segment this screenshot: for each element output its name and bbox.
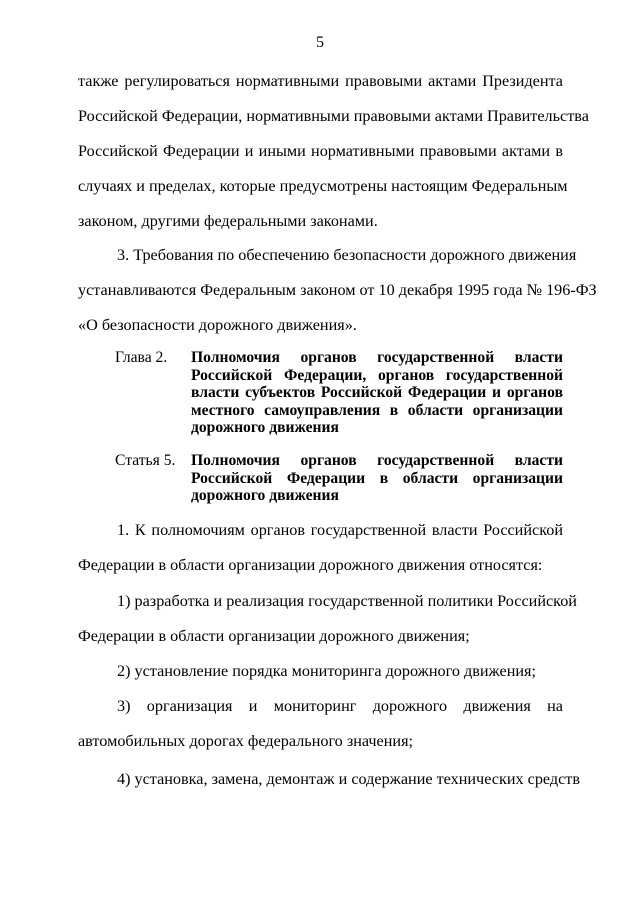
article-title [191,452,563,505]
text-line: Российской Федерации и иными нормативными правовыми актами в [78,141,563,160]
title-line: Полномочия органов государственной власти [191,349,563,366]
list-item-2 [78,654,563,689]
list-item-4 [78,762,581,797]
text-line: автомобильных дорогах федерального значения; [78,731,414,750]
text-line: Федерации в области организации дорожного движения; [78,626,470,645]
chapter-title [191,349,563,437]
title-line: дорожного движения [191,487,339,504]
list-item-3 [78,689,563,759]
title-line: Российской Федерации, органов государственной [191,366,563,384]
text-line: 3. Требования по обеспечению безопасности дорожного движения [117,246,577,264]
title-line: местного самоуправления в области организации [191,401,563,419]
text-line: Российской Федерации, нормативными правовыми актами Правительства [78,106,589,125]
title-line: дорожного движения [191,419,339,436]
paragraph-item-3 [78,238,597,343]
text-line: Федерации в области организации дорожного движения относятся: [78,555,543,574]
text-line: 3) организация и мониторинг дорожного движения на [117,697,563,715]
chapter-label: Глава 2. [115,349,168,366]
article-label: Статья 5. [115,452,176,469]
paragraph-item-1 [78,513,563,583]
text-line: законом, другими федеральными законами. [78,211,378,230]
paragraph-continuation [78,64,589,239]
text-line: «О безопасности дорожного движения». [78,315,357,334]
text-line: устанавливаются Федеральным законом от 10 декабря 1995 года № 196-ФЗ [78,280,597,299]
text-line: 1. К полномочиям органов государственной власти Российской [117,521,563,539]
text-line: 2) установление порядка мониторинга дорожного движения; [117,662,536,680]
list-item-1 [78,584,577,654]
title-line: власти субъектов Российской Федерации и органов [191,384,563,401]
title-line: Российской Федерации в области организации [191,469,563,487]
title-line: Полномочия органов государственной власти [191,452,563,469]
text-line: случаях и пределах, которые предусмотрены настоящим Федеральным [78,176,568,195]
text-line: 4) установка, замена, демонтаж и содержание технических средств [117,770,581,788]
page-number: 5 [316,34,324,51]
text-line: 1) разработка и реализация государственной политики Российской [117,592,577,610]
text-line: также регулироваться нормативными правовыми актами Президента [78,72,563,90]
